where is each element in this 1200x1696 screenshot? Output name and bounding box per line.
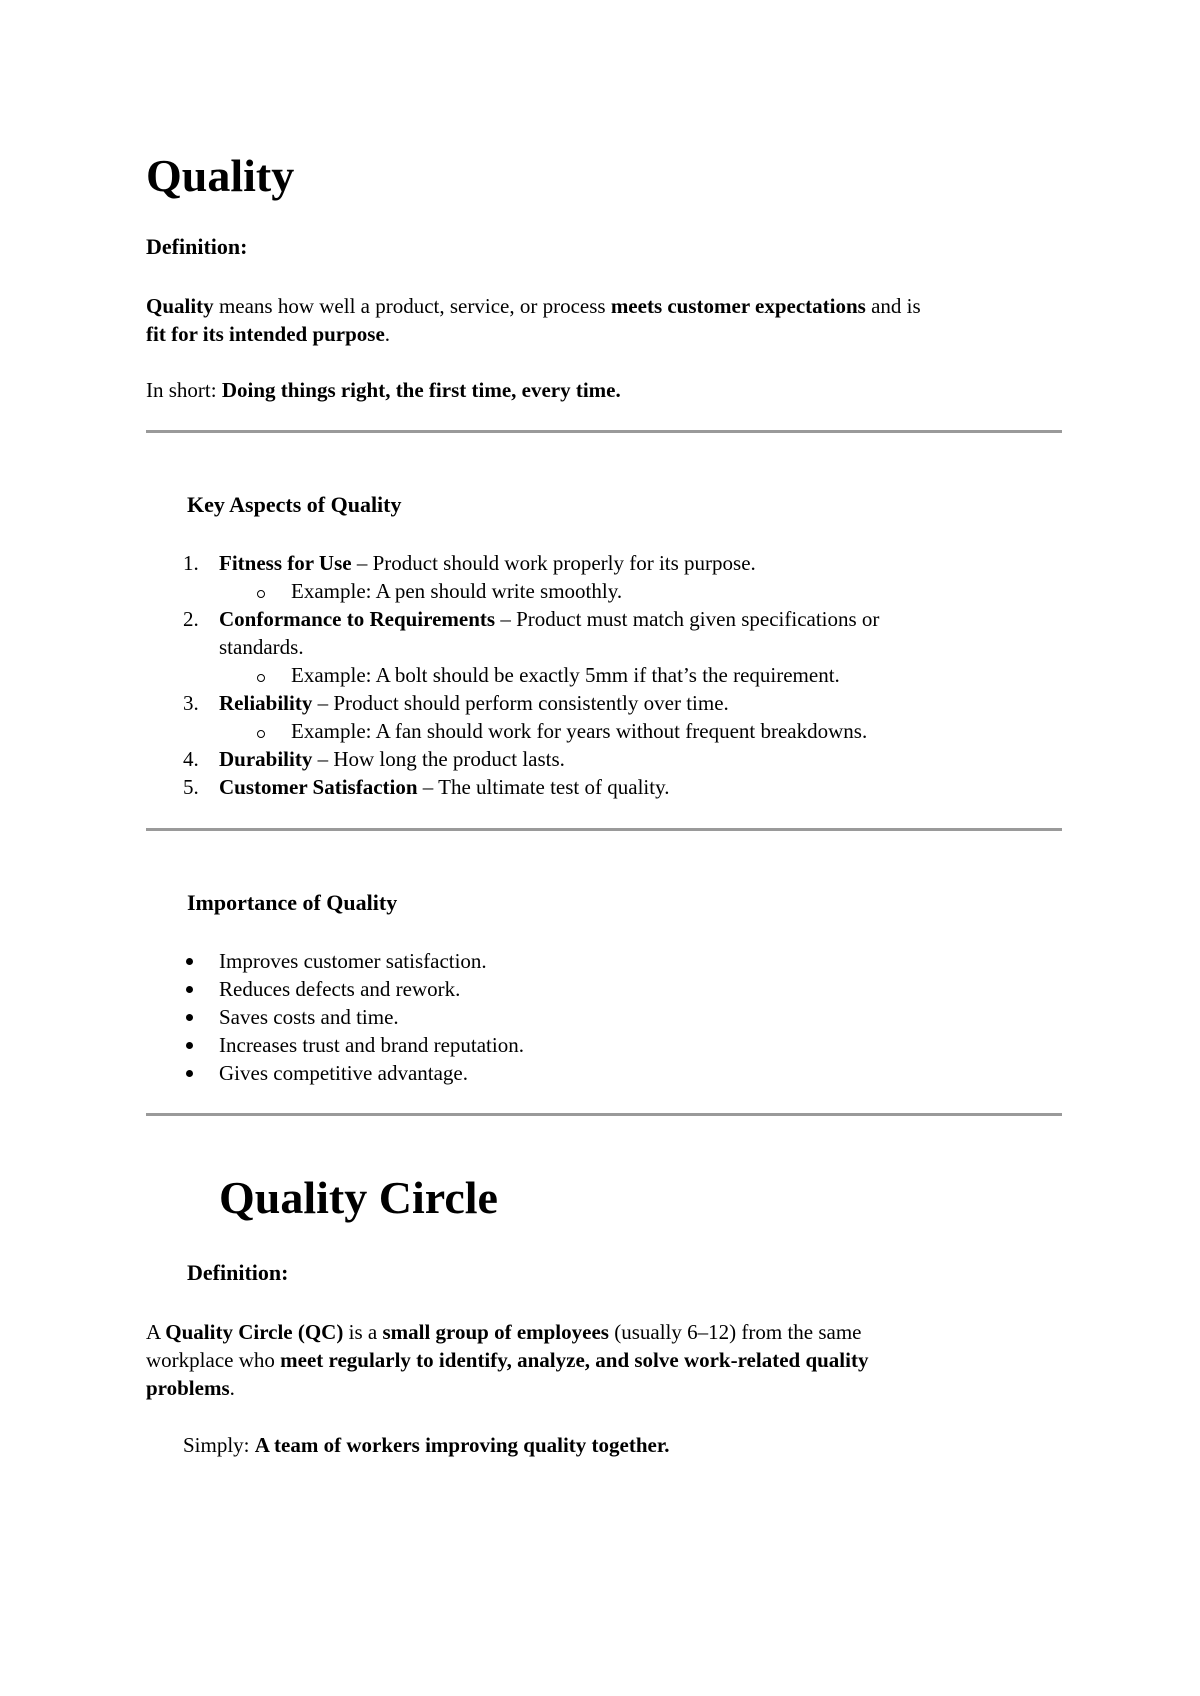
key-aspects-heading: Key Aspects of Quality — [187, 492, 402, 517]
divider — [146, 430, 1062, 433]
divider — [146, 828, 1062, 831]
list-number: 2. — [183, 607, 199, 631]
definition-line-2: fit for its intended purpose. — [146, 322, 391, 346]
bullet-icon — [186, 986, 193, 993]
bullet-item: Increases trust and brand reputation. — [219, 1033, 524, 1057]
list-item-continued: standards. — [219, 635, 304, 659]
qc-definition-line-3: problems. — [146, 1376, 235, 1400]
example-item: Example: A pen should write smoothly. — [291, 579, 623, 603]
qc-definition-line-2: workplace who meet regularly to identify, analyze, and solve work-related quality — [146, 1348, 869, 1372]
bullet-item: Reduces defects and rework. — [219, 977, 461, 1001]
list-number: 3. — [183, 691, 199, 715]
bullet-icon — [186, 958, 193, 965]
definition-line-1: Quality means how well a product, service, or process meets customer expectations and is — [146, 294, 921, 318]
list-number: 5. — [183, 775, 199, 799]
bullet-item: Gives competitive advantage. — [219, 1061, 468, 1085]
list-item: Reliability – Product should perform consistently over time. — [219, 691, 729, 715]
bullet-icon — [186, 1014, 193, 1021]
bullet-icon — [186, 1042, 193, 1049]
in-short-line: In short: Doing things right, the first time, every time. — [146, 378, 621, 402]
section-title-quality-circle: Quality Circle — [219, 1172, 498, 1223]
list-item: Fitness for Use – Product should work properly for its purpose. — [219, 551, 756, 575]
definition-heading: Definition: — [146, 234, 248, 259]
list-number: 1. — [183, 551, 199, 575]
sub-bullet-icon — [257, 590, 265, 598]
qc-definition-line-1: A Quality Circle (QC) is a small group of employees (usually 6–12) from the same — [146, 1320, 862, 1344]
example-item: Example: A fan should work for years without frequent breakdowns. — [291, 719, 868, 743]
divider — [146, 1113, 1062, 1116]
qc-definition-heading: Definition: — [187, 1260, 289, 1285]
list-item: Conformance to Requirements – Product must match given specifications or — [219, 607, 880, 631]
sub-bullet-icon — [257, 674, 265, 682]
list-item: Customer Satisfaction – The ultimate test of quality. — [219, 775, 670, 799]
list-item: Durability – How long the product lasts. — [219, 747, 565, 771]
bullet-icon — [186, 1070, 193, 1077]
simply-line: Simply: A team of workers improving quality together. — [183, 1433, 670, 1457]
bullet-item: Saves costs and time. — [219, 1005, 399, 1029]
list-number: 4. — [183, 747, 199, 771]
importance-heading: Importance of Quality — [187, 890, 398, 915]
sub-bullet-icon — [257, 730, 265, 738]
bullet-item: Improves customer satisfaction. — [219, 949, 487, 973]
term-quality: Quality — [146, 294, 214, 318]
example-item: Example: A bolt should be exactly 5mm if that’s the requirement. — [291, 663, 840, 687]
page-title: Quality — [146, 150, 295, 201]
